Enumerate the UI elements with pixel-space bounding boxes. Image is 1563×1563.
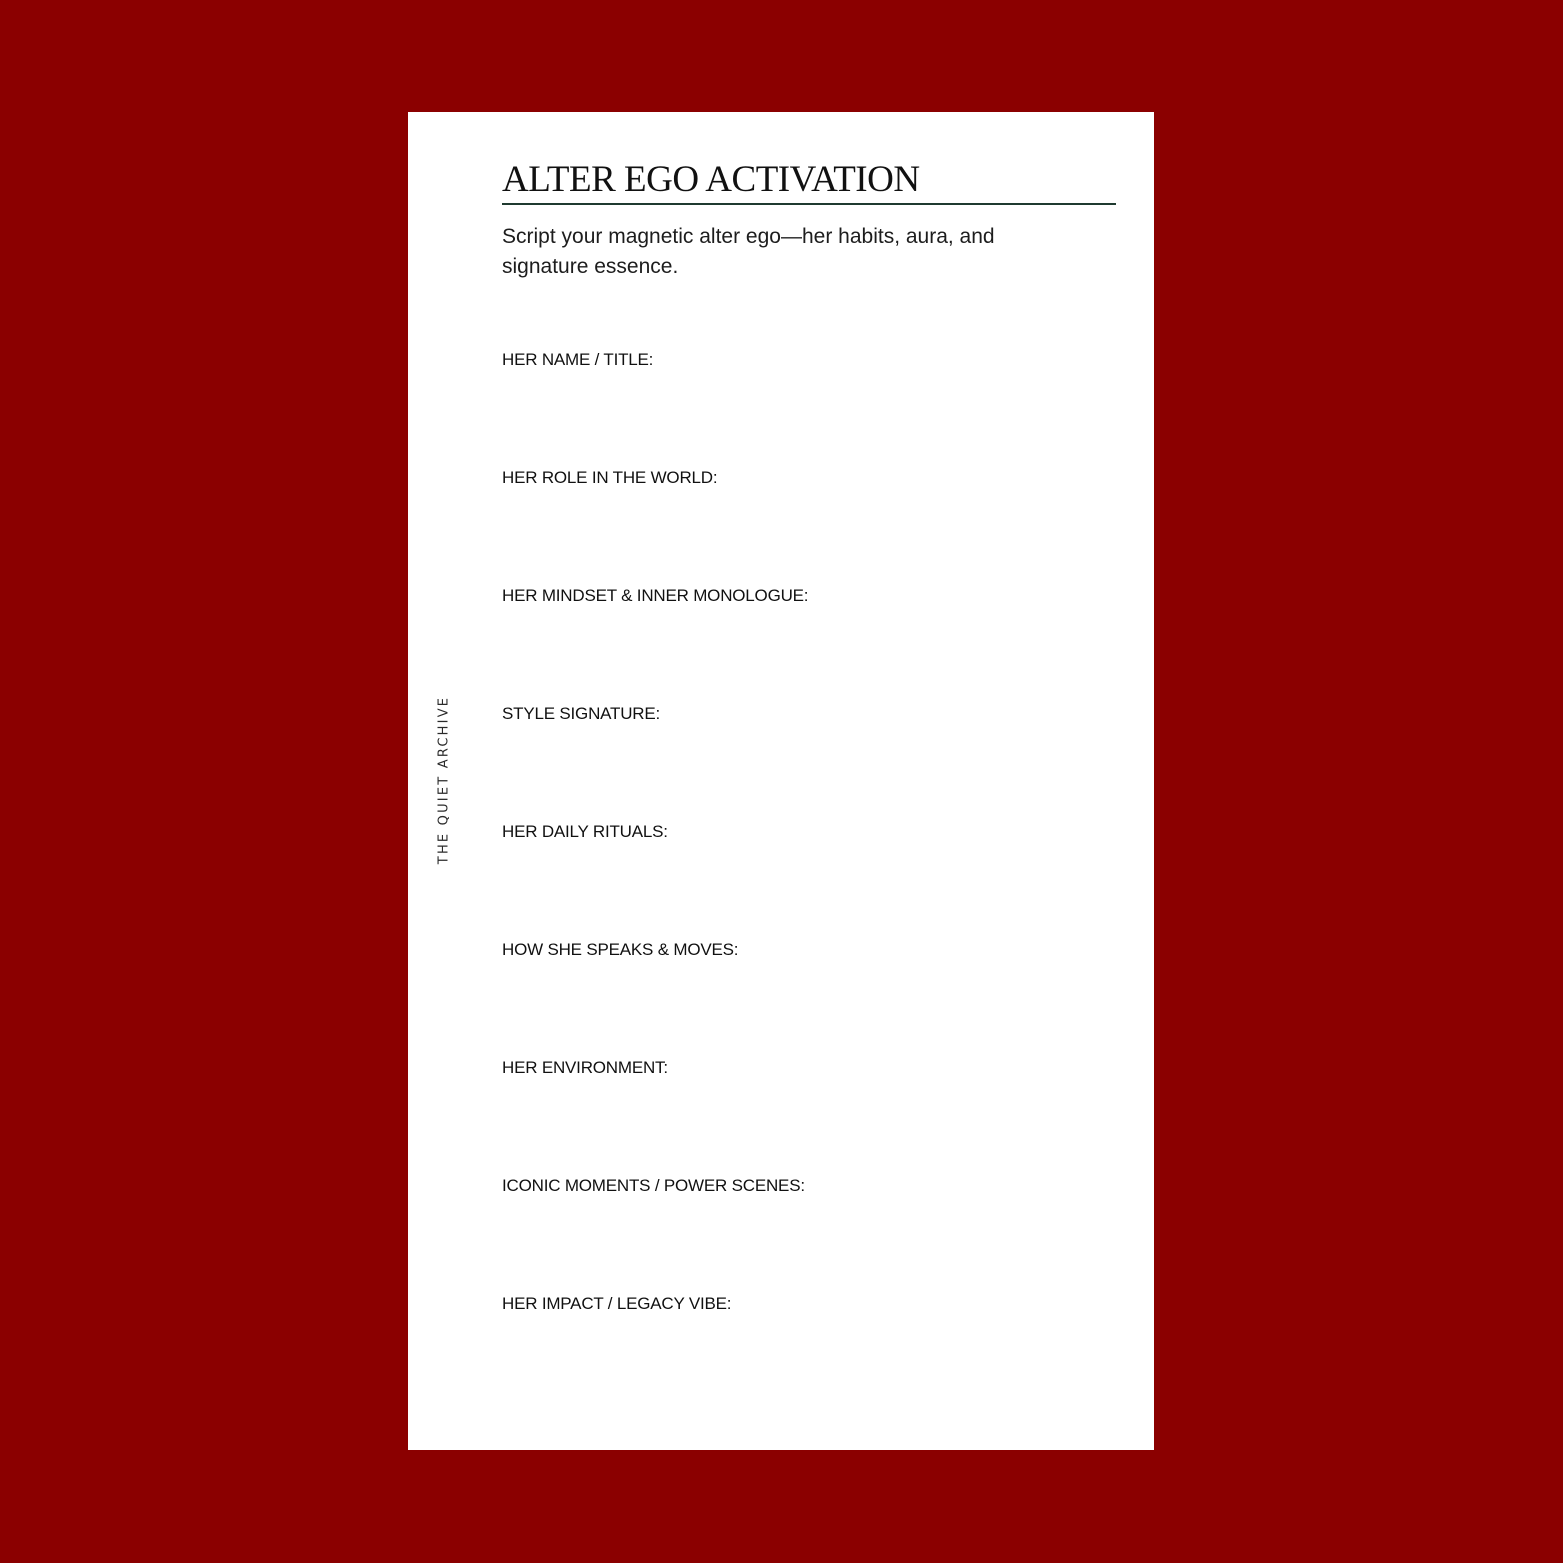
field-label-iconic-moments: ICONIC MOMENTS / POWER SCENES:	[502, 1176, 805, 1195]
worksheet-page	[408, 112, 1154, 1450]
field-label-environment: HER ENVIRONMENT:	[502, 1058, 668, 1077]
title-underline	[502, 203, 1116, 205]
side-brand-label: THE QUIET ARCHIVE	[436, 695, 452, 865]
field-label-role: HER ROLE IN THE WORLD:	[502, 468, 718, 487]
field-label-impact-legacy: HER IMPACT / LEGACY VIBE:	[502, 1294, 732, 1313]
page-subtitle: Script your magnetic alter ego—her habits, aura, and signature essence.	[502, 225, 995, 278]
field-label-mindset: HER MINDSET & INNER MONOLOGUE:	[502, 586, 809, 605]
field-label-style: STYLE SIGNATURE:	[502, 704, 661, 723]
field-label-rituals: HER DAILY RITUALS:	[502, 822, 668, 841]
field-label-speaks-moves: HOW SHE SPEAKS & MOVES:	[502, 940, 739, 959]
field-label-name-title: HER NAME / TITLE:	[502, 350, 654, 369]
page-title: ALTER EGO ACTIVATION	[502, 159, 920, 200]
